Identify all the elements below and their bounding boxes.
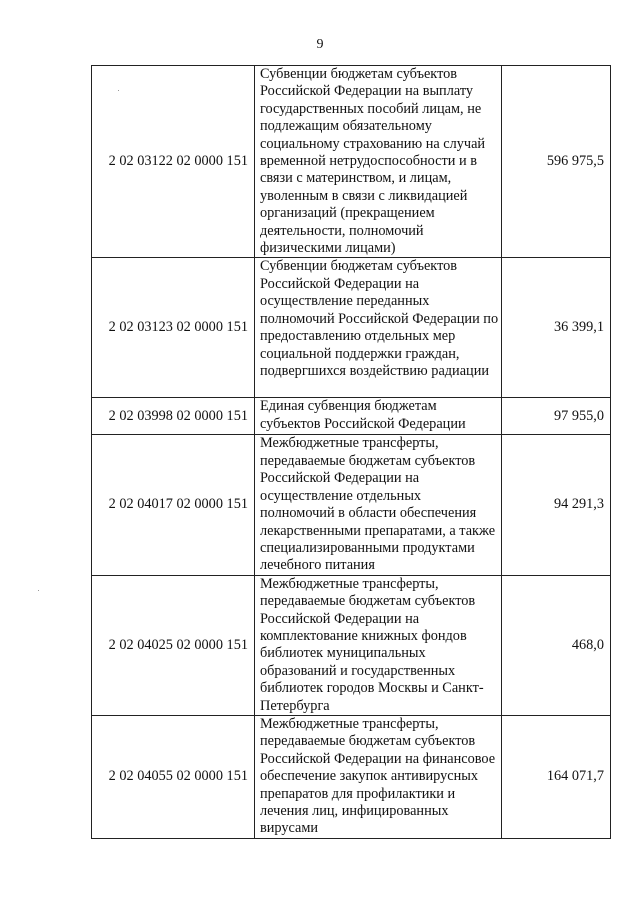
table-row	[92, 398, 611, 435]
amount-cell: 97 955,0	[502, 398, 611, 435]
budget-code-cell: 2 02 04025 02 0000 151	[92, 575, 255, 715]
table-row	[92, 66, 611, 258]
budget-code-cell: 2 02 03123 02 0000 151	[92, 258, 255, 398]
description-cell: Субвенции бюджетам субъектов Российской Федерации на осуществление переданных полномочий Российской Федерации по предоставлению отдельных мер социальной поддержки граждан, подвергшихся воздействию радиации	[255, 258, 502, 398]
budget-code-cell: 2 02 04017 02 0000 151	[92, 435, 255, 575]
budget-revenue-table	[91, 65, 611, 839]
budget-code-cell: 2 02 03998 02 0000 151	[92, 398, 255, 435]
description-cell: Межбюджетные трансферты, передаваемые бюджетам субъектов Российской Федерации на комплектование книжных фондов библиотек муниципальных образований и государственных библиотек городов Москвы и Санкт-Петербурга	[255, 575, 502, 715]
table-row	[92, 435, 611, 575]
description-cell: Межбюджетные трансферты, передаваемые бюджетам субъектов Российской Федерации на осуществление отдельных полномочий в области обеспечения лекарственными препаратами, а также специализированными продуктами лечебного питания	[255, 435, 502, 575]
amount-cell: 36 399,1	[502, 258, 611, 398]
budget-code-cell: 2 02 03122 02 0000 151	[92, 66, 255, 258]
description-cell: Субвенции бюджетам субъектов Российской Федерации на выплату государственных пособий лицам, не подлежащим обязательному социальному страхованию на случай временной нетрудоспособности и в связи с материнством, и лицам, уволенным в связи с ликвидацией организаций (прекращением деятельности, полномочий физическими лицами)	[255, 66, 502, 258]
amount-cell: 468,0	[502, 575, 611, 715]
scan-speck	[38, 590, 39, 591]
amount-cell: 164 071,7	[502, 715, 611, 838]
description-cell: Межбюджетные трансферты, передаваемые бюджетам субъектов Российской Федерации на финансовое обеспечение закупок антивирусных препаратов для профилактики и лечения лиц, инфицированных вирусами	[255, 715, 502, 838]
budget-code-cell: 2 02 04055 02 0000 151	[92, 715, 255, 838]
amount-cell: 596 975,5	[502, 66, 611, 258]
page-number: 9	[316, 37, 324, 52]
description-cell: Единая субвенция бюджетам субъектов Российской Федерации	[255, 398, 502, 435]
table-row	[92, 715, 611, 838]
table-row	[92, 258, 611, 398]
amount-cell: 94 291,3	[502, 435, 611, 575]
table-row	[92, 575, 611, 715]
